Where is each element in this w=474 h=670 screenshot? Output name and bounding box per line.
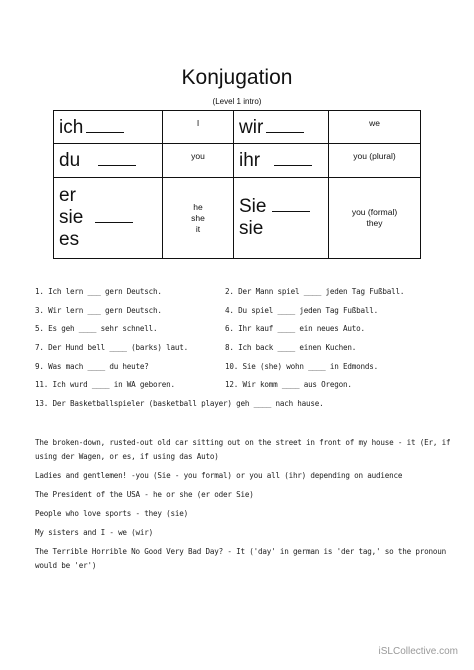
english-it: it [195,223,201,234]
page-subtitle: (Level 1 intro) [212,97,262,106]
english-you-formal: you (formal) [351,207,398,217]
pronoun-es: es [59,229,80,250]
english-cell: we [329,111,421,144]
blank-line [95,208,133,223]
pronoun-cell [54,144,163,178]
english-cell: you (plural) [329,144,421,178]
note-line-8: would be 'er') [35,561,97,570]
table-row [54,111,421,144]
exercise-7: 7. Der Hund bell ____ (barks) laut. [35,343,189,352]
pronoun-sie-line [59,207,162,229]
exercise-11: 11. Ich wurd ____ in WA geboren. [35,380,175,389]
english-she: she [191,212,205,223]
pronoun-sie: sie [59,207,84,228]
english-cell [163,178,234,259]
english-cell: I [163,111,234,144]
note-line-3: Ladies and gentlemen! -you (Sie - you formal) or you all (ihr) depending on audience [35,471,403,480]
pronoun-er: er [59,185,76,206]
blank-line [86,118,124,133]
pronoun-Sie-line [239,196,328,218]
exercise-6: 6. Ihr kauf ____ ein neues Auto. [225,324,365,333]
blank-line [98,151,136,166]
exercise-9: 9. Was mach ____ du heute? [35,362,149,371]
pronoun-Sie-formal: Sie [239,196,267,217]
table-row [54,144,421,178]
page-title: Konjugation [181,66,293,89]
pronoun-cell [54,111,163,144]
exercise-13: 13. Der Basketballspieler (basketball player) geh ____ nach hause. [35,399,324,408]
note-line-7: The Terrible Horrible No Good Very Bad Day? - It ('day' in german is 'der tag,' so the pronoun [35,547,446,556]
english-cell [329,178,421,259]
exercise-2: 2. Der Mann spiel ____ jeden Tag Fußball. [225,287,405,296]
pronoun-cell [234,144,329,178]
exercise-8: 8. Ich back ____ einen Kuchen. [225,343,357,352]
english-he: he [193,201,203,212]
pronoun-ihr: ihr [239,150,261,171]
note-line-2: using der Wagen, or es, if using das Auto) [35,452,219,461]
exercise-3: 3. Wir lern ___ gern Deutsch. [35,306,162,315]
pronoun-cell [234,111,329,144]
exercise-12: 12. Wir komm ____ aus Oregon. [225,380,352,389]
pronoun-cell [234,178,329,259]
exercise-1: 1. Ich lern ___ gern Deutsch. [35,287,162,296]
pronoun-sie-plural: sie [239,218,264,239]
blank-line [274,151,312,166]
note-line-4: The President of the USA - he or she (er oder Sie) [35,490,254,499]
pronoun-ich: ich [59,116,84,138]
conjugation-table [53,110,421,259]
note-line-5: People who love sports - they (sie) [35,509,189,518]
pronoun-wir: wir [239,116,264,138]
exercise-4: 4. Du spiel ____ jeden Tag Fußball. [225,306,379,315]
english-they: they [366,218,383,228]
pronoun-du: du [59,150,81,171]
english-cell: you [163,144,234,178]
blank-line [266,118,304,133]
table-row [54,178,421,259]
pronoun-cell [54,178,163,259]
exercise-10: 10. Sie (she) wohn ____ in Edmonds. [225,362,379,371]
watermark: iSLCollective.com [378,646,458,657]
exercise-5: 5. Es geh ____ sehr schnell. [35,324,158,333]
note-line-6: My sisters and I - we (wir) [35,528,154,537]
blank-line [272,197,310,212]
note-line-1: The broken-down, rusted-out old car sitting out on the street in front of my house - it (Er, if [35,438,451,447]
